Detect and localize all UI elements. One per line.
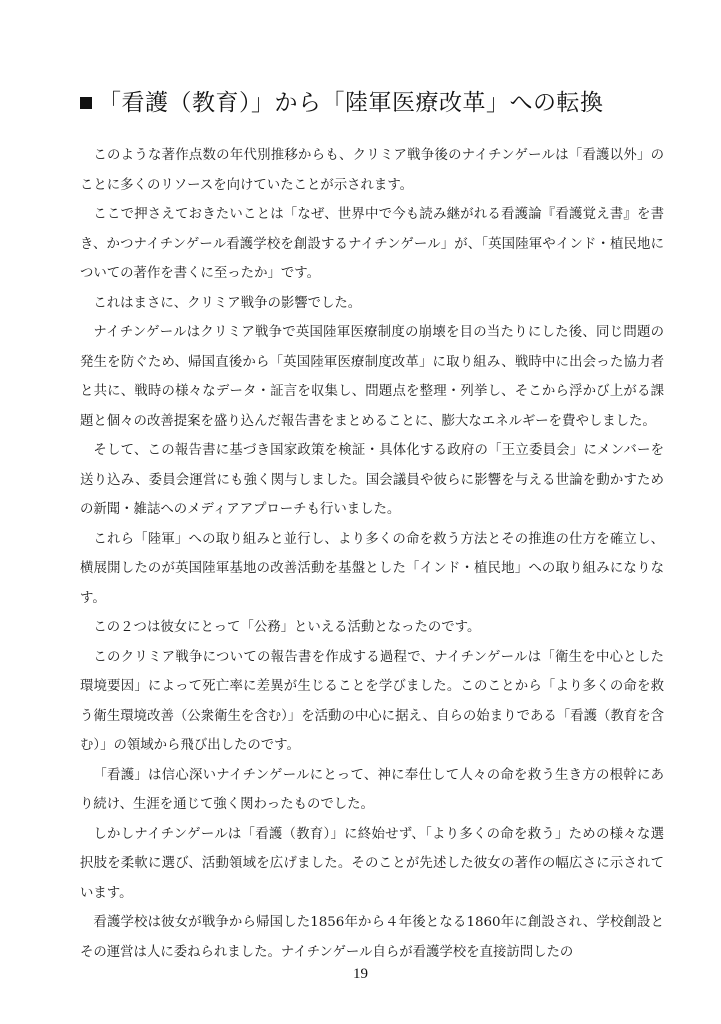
paragraph: ここで押さえておきたいことは「なぜ、世界中で今も読み継がれる看護論『看護覚え書』を書き、かつナイチンゲール看護学校を創設するナイチンゲール」が、「英国陸軍やインド・植民地についての著作を書くに至ったか」です。 xyxy=(80,207,664,281)
paragraph: このクリミア戦争についての報告書を作成する過程で、ナイチンゲールは「衛生を中心とした環境要因」によって死亡率に差異が生じることを学びました。このことから「より多くの命を救う衛生環境改善（公衆衛生を含む）」を活動の中心に据え、自らの始まりである「看護（教育を含む）」の領域から飛び出したのです。 xyxy=(80,649,664,753)
paragraph: ナイチンゲールはクリミア戦争で英国陸軍医療制度の崩壊を目の当たりにした後、同じ問題の発生を防ぐため、帰国直後から「英国陸軍医療制度改革」に取り組み、戦時中に出会った協力者と共に、戦時の様々なデータ・証言を収集し、問題点を整理・列挙し、そこから浮かび上がる課題と個々の改善提案を盛り込んだ報告書をまとめることに、膨大なエネルギーを費やしました。 xyxy=(80,325,664,429)
page-number: 19 xyxy=(353,966,368,982)
paragraph: 看護学校は彼女が戦争から帰国した1856年から４年後となる1860年に創設され、学校創設とその運営は人に委ねられました。ナイチンゲール自らが看護学校を直接訪問したの xyxy=(80,915,664,960)
paragraph: このような著作点数の年代別推移からも、クリミア戦争後のナイチンゲールは「看護以外」のことに多くのリソースを向けていたことが示されます。 xyxy=(80,148,664,193)
section-heading-text: 「看護（教育）」から「陸軍医療改革」への転換 xyxy=(98,89,604,116)
paragraph: これはまさに、クリミア戦争の影響でした。 xyxy=(93,295,362,311)
square-bullet-icon xyxy=(80,97,92,109)
paragraph: これら「陸軍」への取り組みと並行し、より多くの命を救う方法とその推進の仕方を確立し、横展開したのが英国陸軍基地の改善活動を基盤とした「インド・植民地」への取り組みになりなす。 xyxy=(80,531,664,606)
section-heading xyxy=(80,80,680,120)
paragraph: そして、この報告書に基づき国家政策を検証・具体化する政府の「王立委員会」にメンバーを送り込み、委員会運営にも強く関与しました。国会議員や彼らに影響を与える世論を動かすための新聞・雑誌へのメディアアプローチも行いました。 xyxy=(80,443,664,517)
body-text xyxy=(80,141,664,967)
paragraph: しかしナイチンゲールは「看護（教育）」に終始せず、「より多くの命を救う」ための様々な選択肢を柔軟に選び、活動領域を広げました。そのことが先述した彼女の著作の幅広さに示されています。 xyxy=(80,826,664,901)
paragraph: この２つは彼女にとって「公務」といえる活動となったのです。 xyxy=(93,620,481,635)
paragraph: 「看護」は信心深いナイチンゲールにとって、神に奉仕して人々の命を救う生き方の根幹にあり続け、生涯を通じて強く関わったものでした。 xyxy=(80,767,664,812)
